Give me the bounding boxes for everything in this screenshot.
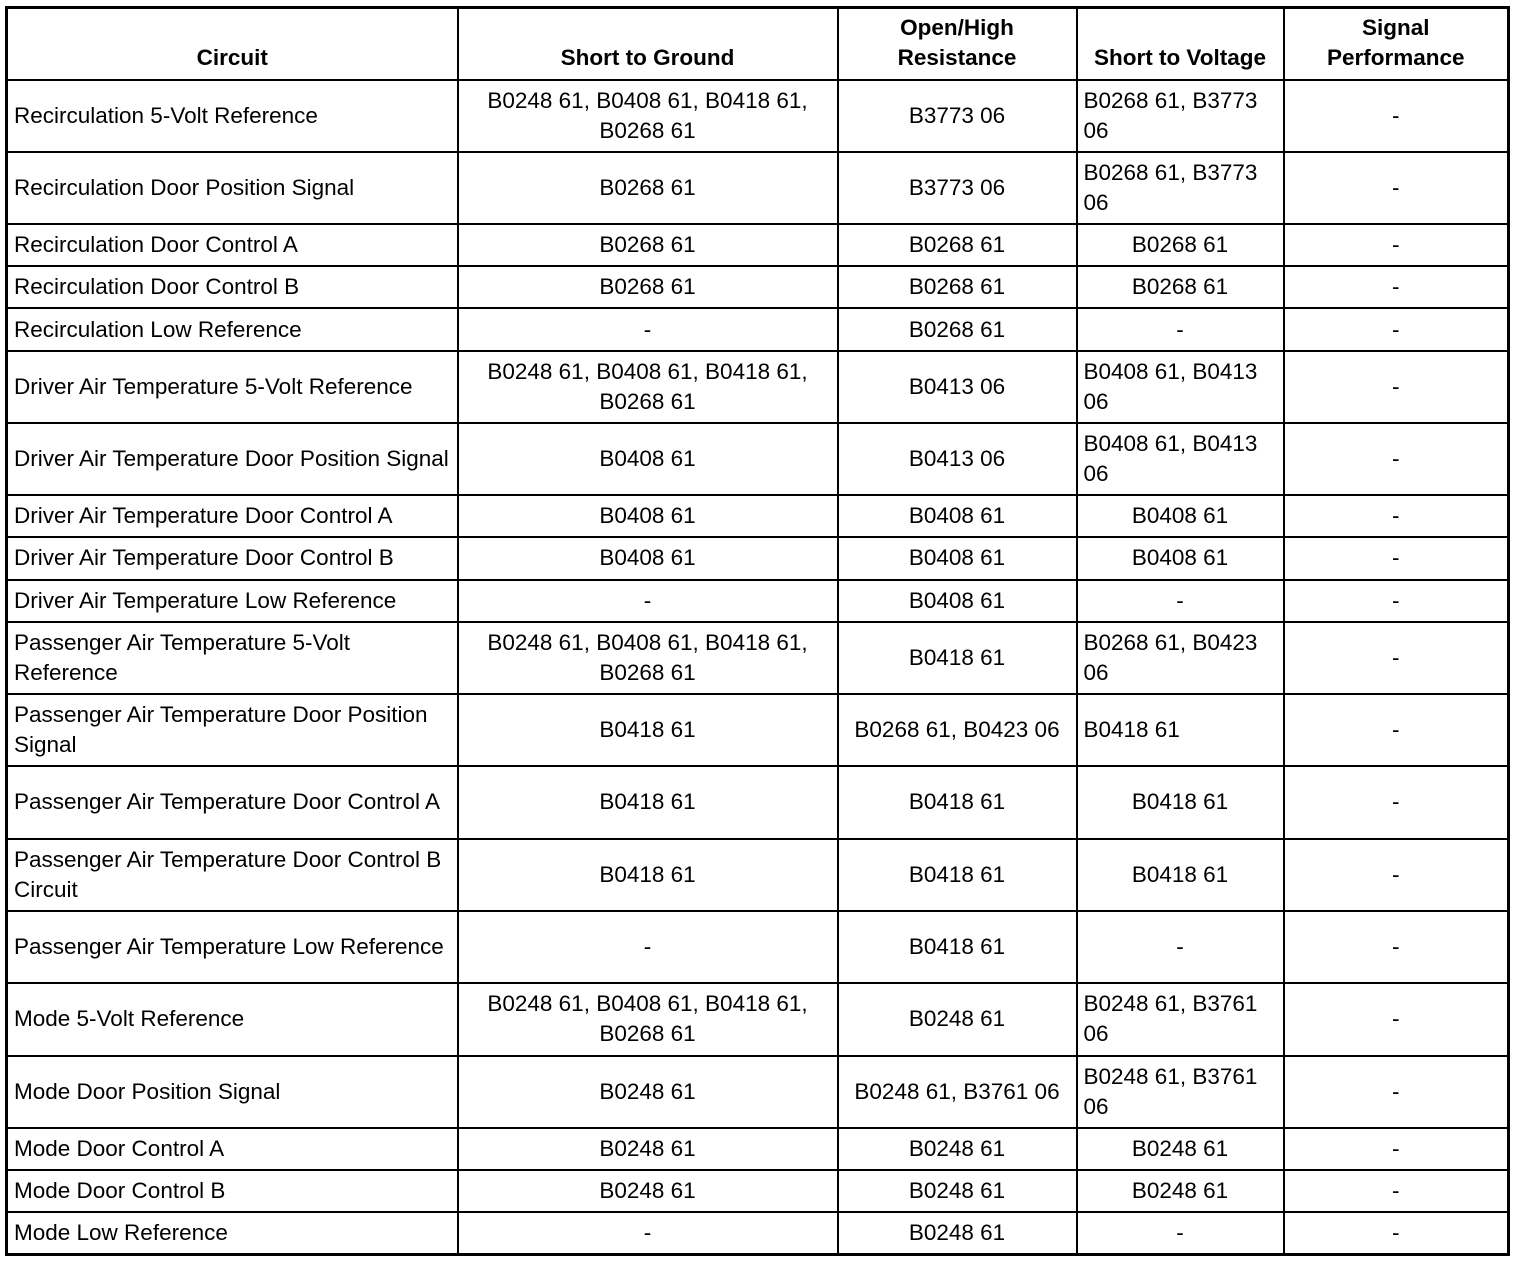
cell-signal-performance: - [1284,1170,1509,1212]
cell-open-high-resistance: B0248 61 [838,983,1077,1055]
table-body [7,80,1509,1255]
cell-open-high-resistance: B0418 61 [838,622,1077,694]
cell-circuit: Passenger Air Temperature Door Control A [7,766,458,838]
cell-short-to-ground: B0418 61 [458,694,838,766]
cell-open-high-resistance: B0268 61 [838,308,1077,350]
cell-short-to-ground: B0408 61 [458,537,838,579]
table-row [7,1212,1509,1254]
header-open-high-resistance: Open/High Resistance [838,8,1077,80]
cell-signal-performance: - [1284,766,1509,838]
header-row [7,8,1509,80]
cell-circuit: Recirculation Door Control B [7,266,458,308]
cell-short-to-ground: B0248 61, B0408 61, B0418 61, B0268 61 [458,622,838,694]
cell-open-high-resistance: B0418 61 [838,911,1077,983]
table-row [7,152,1509,224]
cell-signal-performance: - [1284,308,1509,350]
cell-signal-performance: - [1284,839,1509,911]
table-row [7,308,1509,350]
cell-open-high-resistance: B0408 61 [838,537,1077,579]
table-row [7,423,1509,495]
table-row [7,224,1509,266]
cell-open-high-resistance: B0408 61 [838,495,1077,537]
cell-open-high-resistance: B0268 61 [838,266,1077,308]
cell-short-to-ground: B0248 61, B0408 61, B0418 61, B0268 61 [458,80,838,152]
cell-short-to-ground: B0418 61 [458,839,838,911]
cell-short-to-ground: B0248 61 [458,1170,838,1212]
cell-short-to-ground: B0248 61, B0408 61, B0418 61, B0268 61 [458,351,838,423]
table-row [7,1056,1509,1128]
cell-circuit: Recirculation Door Control A [7,224,458,266]
cell-circuit: Passenger Air Temperature Low Reference [7,911,458,983]
cell-signal-performance: - [1284,694,1509,766]
cell-short-to-voltage: - [1077,308,1284,350]
cell-short-to-voltage: B0248 61 [1077,1170,1284,1212]
cell-short-to-ground: B0268 61 [458,224,838,266]
table-row [7,495,1509,537]
cell-circuit: Mode Low Reference [7,1212,458,1254]
cell-circuit: Driver Air Temperature Door Control B [7,537,458,579]
cell-short-to-ground: B0268 61 [458,266,838,308]
cell-circuit: Passenger Air Temperature 5-Volt Reference [7,622,458,694]
cell-signal-performance: - [1284,266,1509,308]
cell-short-to-voltage: B0248 61 [1077,1128,1284,1170]
cell-signal-performance: - [1284,622,1509,694]
cell-open-high-resistance: B0413 06 [838,351,1077,423]
table-row [7,1170,1509,1212]
cell-short-to-voltage: - [1077,1212,1284,1254]
table-row [7,839,1509,911]
cell-short-to-voltage: B0418 61 [1077,766,1284,838]
cell-short-to-ground: - [458,911,838,983]
cell-circuit: Mode Door Position Signal [7,1056,458,1128]
cell-short-to-voltage: B0408 61, B0413 06 [1077,423,1284,495]
cell-short-to-voltage: - [1077,580,1284,622]
header-short-to-voltage: Short to Voltage [1077,8,1284,80]
cell-signal-performance: - [1284,1212,1509,1254]
cell-open-high-resistance: B0418 61 [838,839,1077,911]
cell-short-to-voltage: B0268 61, B3773 06 [1077,80,1284,152]
cell-signal-performance: - [1284,983,1509,1055]
cell-short-to-voltage: B0268 61 [1077,266,1284,308]
cell-circuit: Mode Door Control A [7,1128,458,1170]
cell-open-high-resistance: B0268 61, B0423 06 [838,694,1077,766]
cell-short-to-ground: - [458,308,838,350]
cell-circuit: Driver Air Temperature Low Reference [7,580,458,622]
cell-short-to-ground: B0248 61 [458,1128,838,1170]
cell-short-to-ground: - [458,1212,838,1254]
table-row [7,80,1509,152]
cell-open-high-resistance: B3773 06 [838,80,1077,152]
cell-circuit: Passenger Air Temperature Door Control B Circuit [7,839,458,911]
cell-circuit: Driver Air Temperature Door Control A [7,495,458,537]
cell-signal-performance: - [1284,1056,1509,1128]
cell-short-to-ground: B0408 61 [458,423,838,495]
cell-open-high-resistance: B0268 61 [838,224,1077,266]
cell-short-to-voltage: B0418 61 [1077,694,1284,766]
cell-short-to-voltage: B0408 61 [1077,495,1284,537]
cell-open-high-resistance: B3773 06 [838,152,1077,224]
cell-circuit: Recirculation 5-Volt Reference [7,80,458,152]
cell-short-to-voltage: B0408 61, B0413 06 [1077,351,1284,423]
cell-short-to-voltage: - [1077,911,1284,983]
header-signal-performance: Signal Performance [1284,8,1509,80]
cell-short-to-ground: B0408 61 [458,495,838,537]
cell-short-to-voltage: B0268 61 [1077,224,1284,266]
cell-signal-performance: - [1284,152,1509,224]
cell-signal-performance: - [1284,495,1509,537]
cell-signal-performance: - [1284,224,1509,266]
cell-short-to-voltage: B0268 61, B0423 06 [1077,622,1284,694]
table-row [7,983,1509,1055]
cell-open-high-resistance: B0248 61, B3761 06 [838,1056,1077,1128]
cell-circuit: Driver Air Temperature 5-Volt Reference [7,351,458,423]
table-row [7,694,1509,766]
cell-signal-performance: - [1284,423,1509,495]
table-row [7,911,1509,983]
table-row [7,266,1509,308]
cell-open-high-resistance: B0248 61 [838,1128,1077,1170]
table-row [7,1128,1509,1170]
cell-signal-performance: - [1284,911,1509,983]
cell-circuit: Driver Air Temperature Door Position Signal [7,423,458,495]
cell-short-to-ground: - [458,580,838,622]
cell-circuit: Mode Door Control B [7,1170,458,1212]
cell-circuit: Recirculation Low Reference [7,308,458,350]
table-row [7,622,1509,694]
cell-short-to-ground: B0248 61, B0408 61, B0418 61, B0268 61 [458,983,838,1055]
table-row [7,580,1509,622]
cell-short-to-ground: B0418 61 [458,766,838,838]
cell-signal-performance: - [1284,1128,1509,1170]
table-row [7,766,1509,838]
table-row [7,537,1509,579]
cell-signal-performance: - [1284,537,1509,579]
cell-short-to-ground: B0248 61 [458,1056,838,1128]
dtc-circuit-table [5,6,1510,1256]
cell-open-high-resistance: B0413 06 [838,423,1077,495]
cell-short-to-voltage: B0268 61, B3773 06 [1077,152,1284,224]
cell-open-high-resistance: B0248 61 [838,1212,1077,1254]
cell-short-to-voltage: B0418 61 [1077,839,1284,911]
cell-short-to-voltage: B0248 61, B3761 06 [1077,983,1284,1055]
cell-signal-performance: - [1284,351,1509,423]
header-short-to-ground: Short to Ground [458,8,838,80]
cell-open-high-resistance: B0418 61 [838,766,1077,838]
cell-signal-performance: - [1284,580,1509,622]
cell-circuit: Mode 5-Volt Reference [7,983,458,1055]
table-row [7,351,1509,423]
cell-short-to-ground: B0268 61 [458,152,838,224]
cell-open-high-resistance: B0408 61 [838,580,1077,622]
cell-open-high-resistance: B0248 61 [838,1170,1077,1212]
cell-short-to-voltage: B0408 61 [1077,537,1284,579]
cell-signal-performance: - [1284,80,1509,152]
cell-circuit: Passenger Air Temperature Door Position Signal [7,694,458,766]
cell-short-to-voltage: B0248 61, B3761 06 [1077,1056,1284,1128]
cell-circuit: Recirculation Door Position Signal [7,152,458,224]
header-circuit: Circuit [7,8,458,80]
